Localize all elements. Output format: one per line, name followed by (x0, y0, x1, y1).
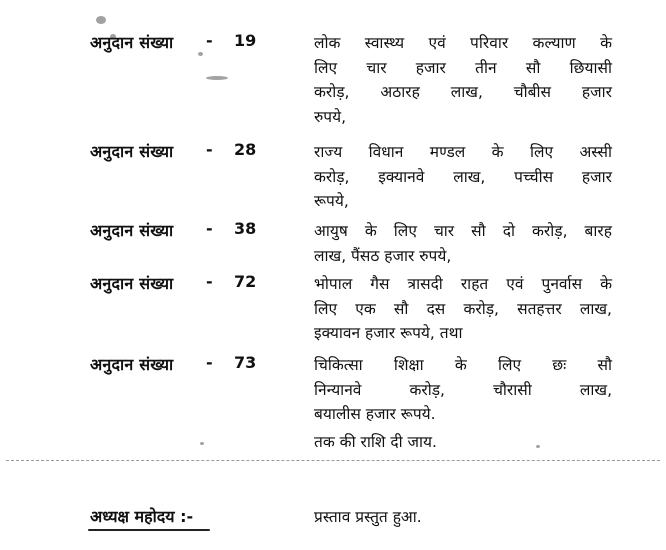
scan-smudge (536, 445, 540, 448)
grant-label: अनुदान संख्या (90, 142, 174, 161)
grant-dash: - (206, 140, 213, 159)
grant-description-line: लोक स्वास्थ्य एवं परिवार कल्याण के (314, 34, 612, 52)
speaker-label: अध्यक्ष महोदय :- (90, 507, 194, 526)
grant-description-line: बयालीस हजार रूपये. (314, 405, 436, 423)
grant-description-line: चिकित्सा शिक्षा के लिए छः सौ (314, 356, 612, 374)
grant-description-line: आयुष के लिए चार सौ दो करोड़, बारह (314, 222, 612, 240)
grant-description-line: करोड़, इक्यानवे लाख, पच्चीस हजार (314, 167, 612, 186)
scan-smudge (96, 16, 106, 24)
grant-description-line: करोड़, अठारह लाख, चौबीस हजार (314, 83, 612, 101)
grant-description (314, 140, 612, 214)
grant-description-line: लिए एक सौ दस करोड़, सतहत्तर लाख, (314, 299, 612, 318)
grant-number: 38 (234, 219, 257, 238)
grant-label: अनुदान संख्या (90, 274, 174, 293)
closing-statement: तक की राशि दी जाय. (314, 433, 437, 451)
grant-description-line: लिए चार हजार तीन सौ छियासी (314, 58, 612, 77)
scan-smudge (198, 52, 203, 56)
grant-description-line: भोपाल गैस त्रासदी राहत एवं पुनर्वास के (314, 275, 612, 293)
page-divider (6, 460, 660, 461)
scan-smudge (200, 442, 204, 445)
grant-label: अनुदान संख्या (90, 33, 174, 52)
grant-description-line: रुपये, (314, 107, 346, 126)
scan-smudge (206, 76, 228, 80)
grant-dash: - (206, 353, 213, 372)
grant-dash: - (206, 31, 213, 50)
grant-dash: - (206, 219, 213, 238)
grant-description-line: लाख, पैंसठ हजार रुपये, (314, 246, 452, 265)
grant-description-line: राज्य विधान मण्डल के लिए अस्सी (314, 143, 612, 161)
grant-label: अनुदान संख्या (90, 355, 174, 374)
grant-description-line: निन्यानवे करोड़, चौरासी लाख, (314, 380, 612, 399)
grant-description-line: रूपये, (314, 192, 349, 210)
grant-description (314, 31, 612, 129)
grant-label: अनुदान संख्या (90, 221, 174, 240)
grant-number: 28 (234, 140, 257, 159)
grant-description (314, 353, 612, 427)
grant-number: 73 (234, 353, 257, 372)
grant-dash: - (206, 272, 213, 291)
grant-description-line: इक्यावन हजार रूपये, तथा (314, 324, 463, 342)
grant-number: 19 (234, 31, 257, 50)
grant-description (314, 219, 612, 268)
grant-number: 72 (234, 272, 257, 291)
grant-description (314, 272, 612, 346)
proposal-statement: प्रस्ताव प्रस्तुत हुआ. (314, 508, 422, 526)
speaker-underline (88, 529, 210, 531)
